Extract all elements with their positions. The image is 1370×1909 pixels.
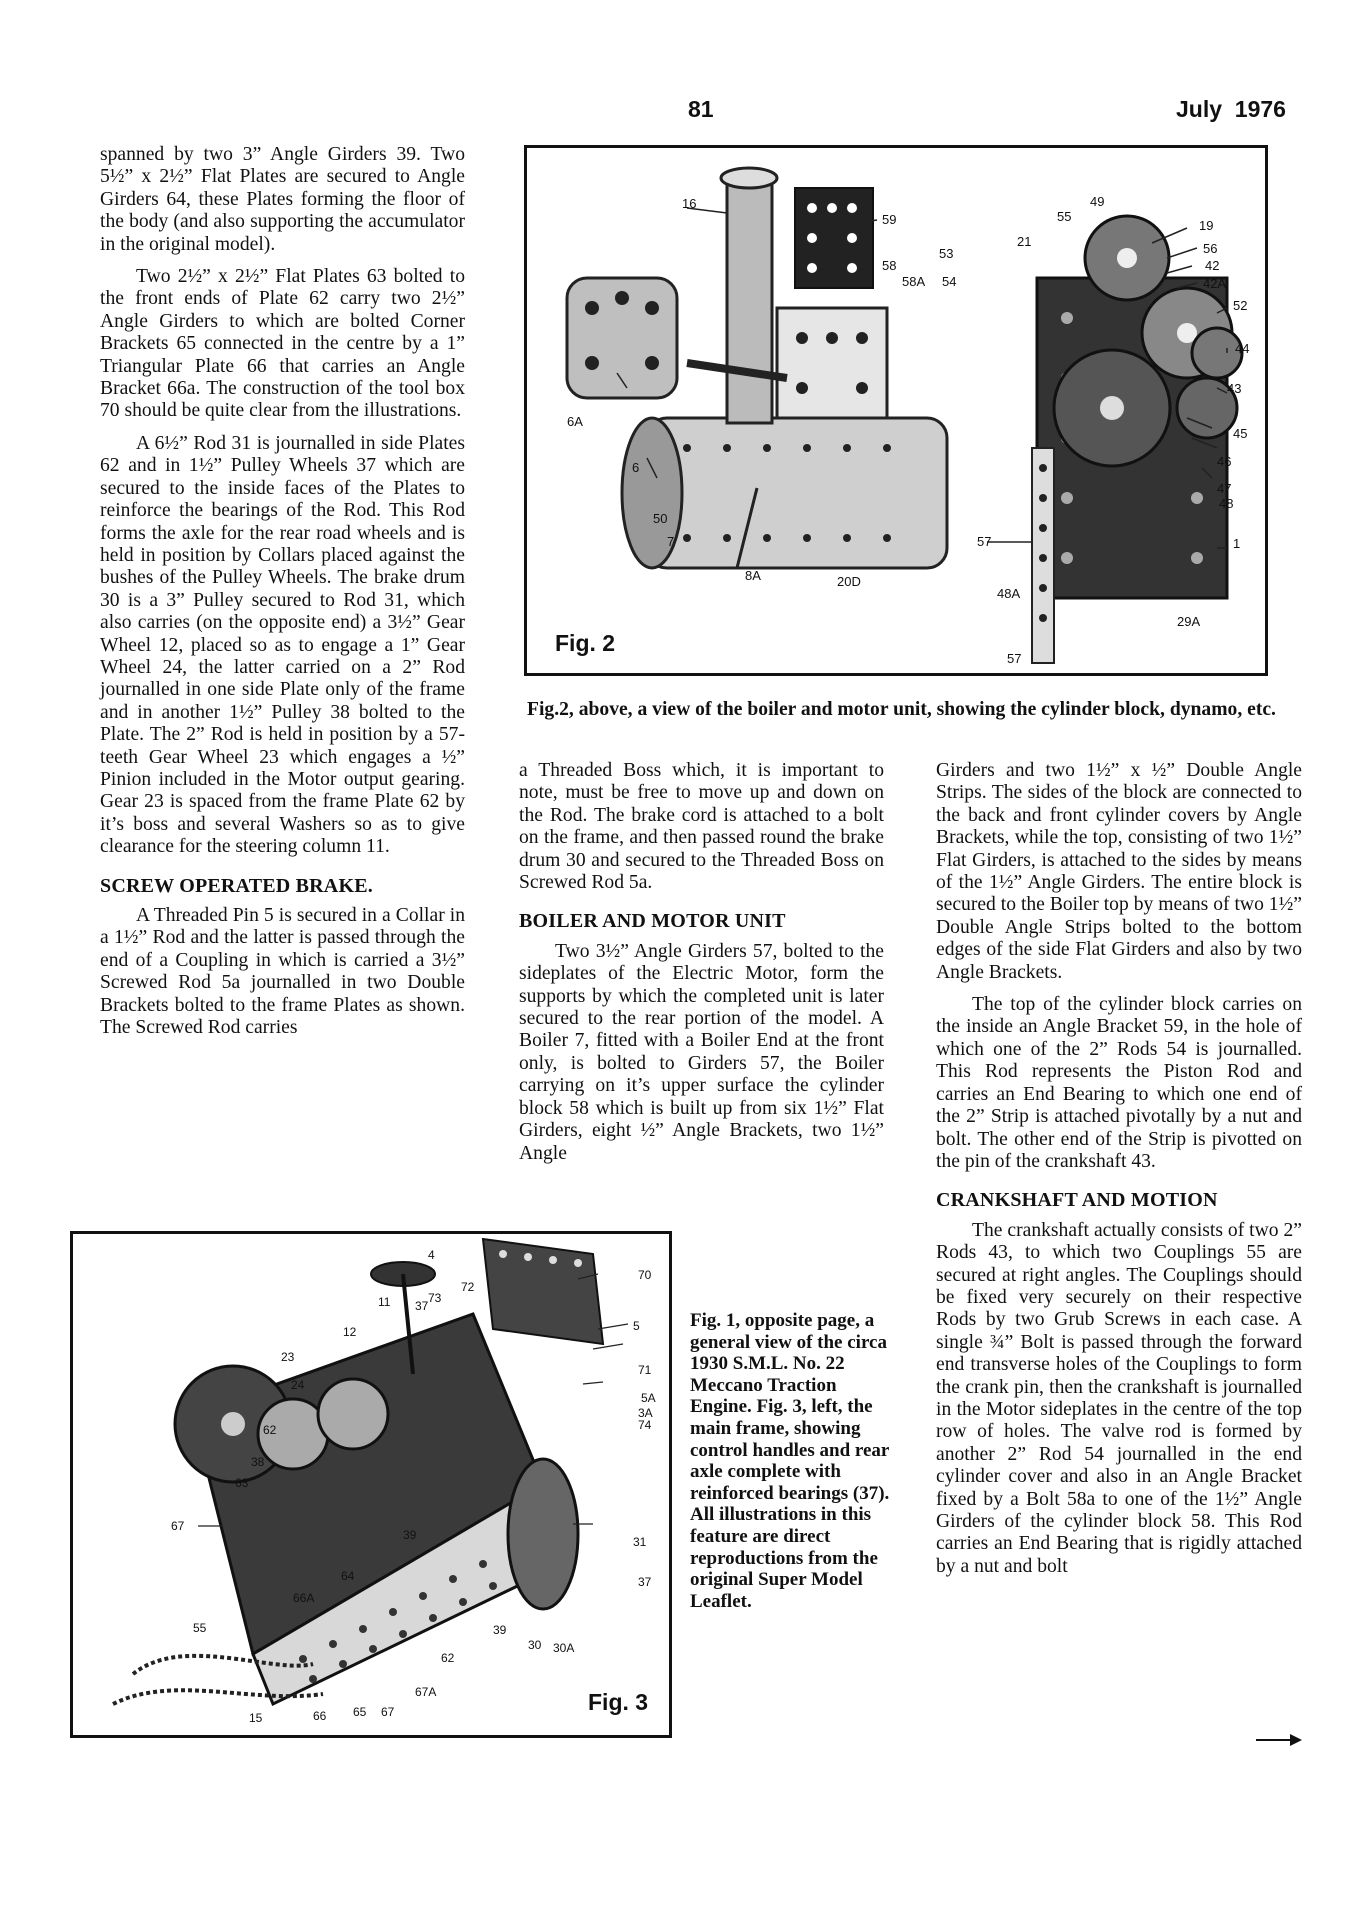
issue-date: July 1976 xyxy=(1176,96,1286,122)
svg-text:53: 53 xyxy=(939,246,954,261)
svg-text:62: 62 xyxy=(263,1423,277,1437)
section-heading: SCREW OPERATED BRAKE. xyxy=(100,874,373,897)
svg-text:56: 56 xyxy=(1203,241,1218,256)
svg-text:23: 23 xyxy=(281,1350,295,1364)
svg-text:59: 59 xyxy=(882,212,897,227)
svg-text:65: 65 xyxy=(353,1705,367,1719)
continued-arrow-icon xyxy=(1256,1733,1302,1747)
svg-text:67: 67 xyxy=(381,1705,395,1719)
svg-text:57: 57 xyxy=(1007,651,1022,666)
section-heading: BOILER AND MOTOR UNIT xyxy=(519,910,786,933)
figure-2 xyxy=(524,145,1268,676)
svg-text:20D: 20D xyxy=(837,574,861,589)
svg-text:58A: 58A xyxy=(902,274,926,289)
svg-text:30A: 30A xyxy=(553,1641,575,1655)
svg-text:55: 55 xyxy=(193,1621,207,1635)
svg-text:37: 37 xyxy=(415,1299,429,1313)
paragraph: a Threaded Boss which, it is important to note, must be free to move up and down on the Rod. The brake cord is attached to a bolt on the frame, and then passed round the brake drum 30 and secured to the Threaded Boss on Screwed Rod 5a. xyxy=(519,760,884,894)
svg-text:52: 52 xyxy=(1233,298,1248,313)
svg-text:42A: 42A xyxy=(1203,276,1227,291)
paragraph: The crankshaft actually consists of two 2” Rods 43, to which two Couplings 55 are secured at right angles. The Couplings should be fixed very securely on their respective Rods by two Grub Screws in each case. A single ¾” Bolt is passed through the forward end transverse holes of the Couplings to form the crank pin, then the crankshaft is journalled in the Motor sideplates in the centre of the top row of holes. The valve rod is formed by another 2” Rod 54 journalled in the end cylinder cover and also in an Angle Bracket fixed by a Bolt 58a to one of the 1½” Angle Girders of the cylinder block 58. This Rod carries an End Bearing that is rigidly attached by a nut and bolt xyxy=(936,1219,1302,1577)
svg-text:55: 55 xyxy=(1057,209,1072,224)
svg-text:46: 46 xyxy=(1217,454,1232,469)
svg-text:11: 11 xyxy=(378,1295,391,1309)
svg-text:64: 64 xyxy=(341,1569,355,1583)
svg-text:12: 12 xyxy=(343,1325,357,1339)
svg-text:63: 63 xyxy=(235,1476,249,1490)
svg-text:48A: 48A xyxy=(997,586,1021,601)
svg-text:48: 48 xyxy=(1219,496,1234,511)
paragraph: spanned by two 3” Angle Girders 39. Two 5½” x 2½” Flat Plates are secured to Angle Girders 64, these Plates forming the floor of the body (and also supporting the accumulator in the original model). xyxy=(100,144,465,255)
svg-text:5: 5 xyxy=(633,1319,640,1333)
svg-text:29A: 29A xyxy=(1177,614,1201,629)
svg-text:16: 16 xyxy=(682,196,697,211)
svg-text:3A: 3A xyxy=(638,1406,653,1420)
svg-text:6A: 6A xyxy=(567,414,583,429)
svg-text:58: 58 xyxy=(882,258,897,273)
svg-text:73: 73 xyxy=(428,1291,442,1305)
svg-text:50: 50 xyxy=(653,511,668,526)
paragraph: Two 3½” Angle Girders 57, bolted to the sideplates of the Electric Motor, form the supports by which the completed unit is later secured to the rear portion of the model. A Boiler 7, fitted with a Boiler End at the front only, is bolted to Girders 57, the Boiler carrying on it’s upper surface the cylinder block 58 which is built up from six 1½” Flat Girders, eight ½” Angle Brackets, two 1½” Angle xyxy=(519,940,884,1164)
paragraph: A Threaded Pin 5 is secured in a Collar in a 1½” Rod and the latter is passed through the end of a Coupling in which is carried a 3½” Screwed Rod 5a journalled in two Double Brackets bolted to the frame Plates as shown. The Screwed Rod carries xyxy=(100,905,465,1039)
svg-text:49: 49 xyxy=(1090,194,1105,209)
svg-text:15: 15 xyxy=(249,1711,263,1725)
svg-text:38: 38 xyxy=(251,1455,265,1469)
svg-text:37: 37 xyxy=(638,1575,652,1589)
column-3 xyxy=(936,760,1302,1588)
svg-text:5A: 5A xyxy=(641,1391,656,1405)
svg-text:74: 74 xyxy=(638,1418,652,1432)
column-2 xyxy=(519,760,884,1175)
paragraph: A 6½” Rod 31 is journalled in side Plates 62 and in 1½” Pulley Wheels 37 which are secured to the inside faces of the Plates to reinforce the bearings of the Rod. This Rod forms the axle for the rear road wheels and is held in position by Collars placed against the bushes of the Pulley Wheels. The brake drum 30 is a 3” Pulley secured to Rod 31, which also carries (on the opposite end) a 3½” Gear Wheel 12, placed so as to engage a 1” Gear Wheel 24, the latter carried on a 2” Rod journalled in one side Plate only of the frame and in another 1½” Pulley 38 bolted to the Plate. The 2” Rod is held in position by a 57-teeth Gear Wheel 23 which engages a ½” Pinion included in the Motor output gearing. Gear 23 is spaced from the frame Plate 62 by it’s boss and several Washers so as to give clearance for the steering column 11. xyxy=(100,432,465,858)
svg-text:45: 45 xyxy=(1233,426,1248,441)
svg-text:30: 30 xyxy=(528,1638,542,1652)
svg-text:39: 39 xyxy=(403,1528,417,1542)
svg-text:57: 57 xyxy=(977,534,992,549)
svg-text:43: 43 xyxy=(1227,381,1242,396)
svg-text:21: 21 xyxy=(1017,234,1032,249)
svg-text:7: 7 xyxy=(667,534,675,549)
svg-text:47: 47 xyxy=(1217,481,1232,496)
column-1 xyxy=(100,144,465,1049)
svg-text:19: 19 xyxy=(1199,218,1214,233)
svg-text:67: 67 xyxy=(171,1519,185,1533)
figure-3 xyxy=(70,1231,672,1738)
section-heading: CRANKSHAFT AND MOTION xyxy=(936,1189,1218,1212)
svg-text:54: 54 xyxy=(942,274,957,289)
figure-2-caption: Fig.2, above, a view of the boiler and motor unit, showing the cylinder block, dynamo, etc. xyxy=(527,699,1276,720)
svg-text:71: 71 xyxy=(638,1363,652,1377)
paragraph: Girders and two 1½” x ½” Double Angle Strips. The sides of the block are connected to the back and front cylinder covers by Angle Brackets, while the top, consisting of two 1½” Flat Girders, is attached to the sides by means of the 1½” Angle Girders. The entire block is secured to the Boiler top by means of two 1½” Double Angle Strips bolted to the bottom edges of the side Flat Girders and also by two Angle Brackets. xyxy=(936,760,1302,983)
paragraph: Two 2½” x 2½” Flat Plates 63 bolted to the front ends of Plate 62 carry two 2½” Angle Girders to which are bolted Corner Brackets 65 connected in the centre by a 1” Triangular Plate 66 that carries an Angle Bracket 66a. The construction of the tool box 70 should be quite clear from the illustrations. xyxy=(100,266,465,422)
svg-text:4: 4 xyxy=(428,1248,435,1262)
svg-text:72: 72 xyxy=(461,1280,475,1294)
svg-text:44: 44 xyxy=(1235,341,1250,356)
page-number: 81 xyxy=(688,96,714,122)
paragraph: The top of the cylinder block carries on the inside an Angle Bracket 59, in the hole of which one of the 2” Rods 54 is journalled. This Rod represents the Piston Rod and carries an End Bearing to which one end of the 2” Strip is attached pivotally by a nut and bolt. The other end of the Strip is pivotted on the pin of the crankshaft 43. xyxy=(936,994,1302,1172)
svg-text:31: 31 xyxy=(633,1535,647,1549)
figure-2-label: Fig. 2 xyxy=(555,630,616,656)
figure-3-label: Fig. 3 xyxy=(588,1689,649,1715)
svg-text:24: 24 xyxy=(291,1378,305,1392)
boiler-motor-illustration xyxy=(527,148,1265,673)
svg-text:70: 70 xyxy=(638,1268,652,1282)
svg-text:62: 62 xyxy=(441,1651,455,1665)
svg-text:42: 42 xyxy=(1205,258,1220,273)
svg-text:1: 1 xyxy=(1233,536,1241,551)
main-frame-illustration xyxy=(73,1234,669,1735)
figure-3-caption: Fig. 1, opposite page, a general view of the circa 1930 S.M.L. No. 22 Meccano Traction Engine. Fig. 3, left, the main frame, showing control handles and rear axle complete with reinforced bearings (37). All illustrations in this feature are direct reproductions from the original Super Model Leaflet. xyxy=(690,1310,890,1612)
svg-text:6: 6 xyxy=(632,460,640,475)
svg-text:67A: 67A xyxy=(415,1685,437,1699)
svg-text:39: 39 xyxy=(493,1623,507,1637)
svg-text:66: 66 xyxy=(313,1709,327,1723)
svg-text:8A: 8A xyxy=(745,568,761,583)
svg-text:66A: 66A xyxy=(293,1591,315,1605)
